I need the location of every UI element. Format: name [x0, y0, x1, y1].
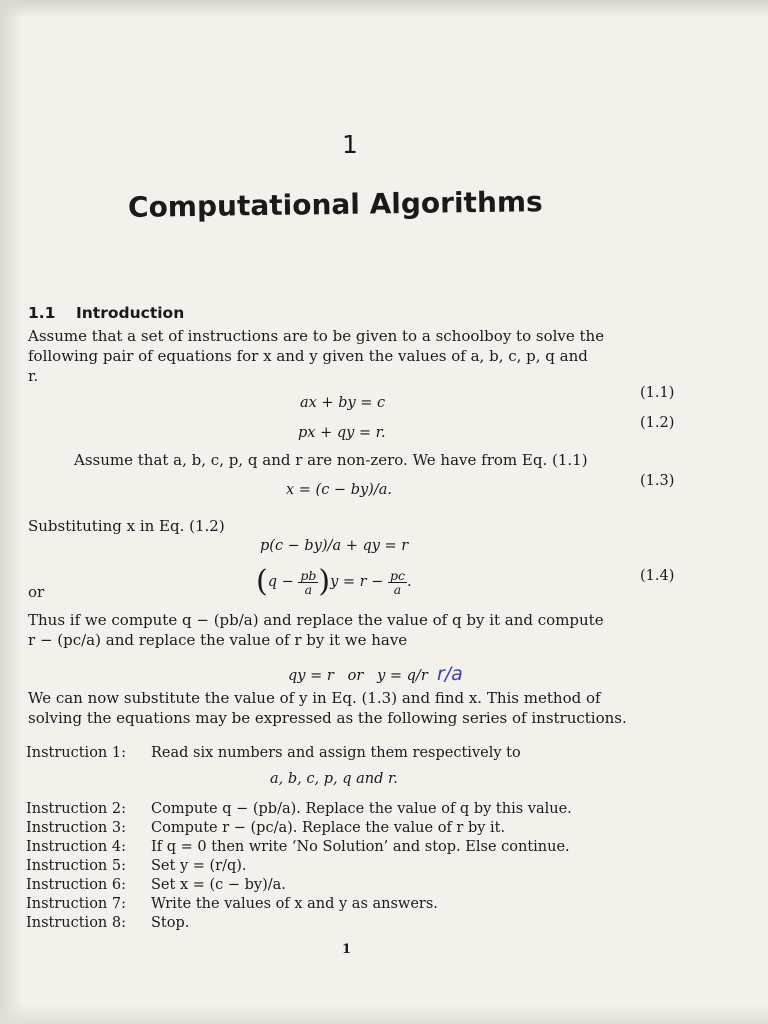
equation-1-3: x = (c − by)/a.: [286, 482, 392, 498]
paragraph-line: We can now substitute the value of y in Eq. (1.3) and find x. This method of: [28, 689, 601, 707]
qy-equation: [288, 663, 463, 685]
instruction-label: Instruction 6:: [26, 877, 126, 893]
instruction-text: Write the values of x and y as answers.: [151, 896, 438, 912]
section-number: 1.1: [28, 304, 56, 322]
instruction-text: Set y = (r/q).: [151, 858, 247, 874]
instruction-item: [26, 819, 572, 838]
instruction-text: Set x = (c − by)/a.: [151, 877, 286, 893]
instruction-1-vars: a, b, c, p, q and r.: [270, 771, 398, 787]
instruction-label: Instruction 2:: [26, 801, 126, 817]
page-shadow-bottom: [0, 1004, 768, 1024]
instruction-label: Instruction 8:: [26, 915, 126, 931]
instruction-label: Instruction 7:: [26, 896, 126, 912]
equation-1-4b: (q − $\frac{pb}{a}$ )y = r − $\frac{pc}{a}$ .: [256, 564, 412, 599]
instruction-text: Compute q − (pb/a). Replace the value of q by this value.: [151, 801, 572, 817]
assume-line: Assume that a, b, c, p, q and r are non-zero. We have from Eq. (1.1): [74, 451, 588, 469]
section-title: Introduction: [76, 304, 185, 322]
paragraph-line: r − (pc/a) and replace the value of r by it we have: [28, 631, 408, 649]
eq-minus: −: [281, 574, 294, 590]
fraction-numerator: pc: [389, 567, 405, 583]
eq-q: q: [267, 574, 278, 590]
substituting-line: Substituting x in Eq. (1.2): [28, 517, 225, 535]
instruction-item: [26, 800, 572, 819]
open-paren: (: [256, 564, 268, 599]
eq-rhs: y = r −: [330, 574, 384, 590]
instruction-label: Instruction 4:: [26, 839, 126, 855]
equation-1-1: ax + by = c: [300, 395, 386, 411]
fraction-pc-a: [388, 569, 407, 596]
instruction-item: [26, 876, 572, 895]
equation-label-1-3: (1.3): [640, 473, 675, 489]
handwritten-annotation: r/a: [436, 663, 463, 685]
fraction-denominator: a: [304, 581, 313, 597]
thus-paragraph: [28, 610, 604, 650]
instruction-text: If q = 0 then write ‘No Solution’ and stop. Else continue.: [151, 839, 570, 855]
equation-label-1-1: (1.1): [640, 385, 675, 401]
intro-paragraph: [28, 326, 604, 386]
page-shadow-top: [0, 0, 768, 18]
instruction-item: [26, 838, 572, 857]
paragraph-line: following pair of equations for x and y given the values of a, b, c, p, q and: [28, 347, 588, 365]
instruction-label: Instruction 3:: [26, 820, 126, 836]
equation-label-1-4: (1.4): [640, 568, 675, 584]
paragraph-line: solving the equations may be expressed as the following series of instructions.: [28, 709, 627, 727]
instruction-item: [26, 895, 572, 914]
paragraph-line: Thus if we compute q − (pb/a) and replace the value of q by it and compute: [28, 611, 604, 629]
instruction-item: [26, 857, 572, 876]
fraction-denominator: a: [393, 581, 402, 597]
fraction-numerator: pb: [300, 567, 317, 583]
equation-label-1-2: (1.2): [640, 415, 675, 431]
close-paren: ): [318, 564, 331, 599]
chapter-number: 1: [342, 130, 358, 159]
instruction-item: [26, 914, 572, 933]
instruction-text: Stop.: [151, 915, 190, 931]
fraction-pb-a: [298, 569, 318, 596]
equation-1-4a: p(c − by)/a + qy = r: [260, 538, 409, 554]
substitute-paragraph: [28, 688, 627, 728]
instruction-label: Instruction 1:: [26, 745, 126, 761]
or-label: or: [28, 583, 45, 601]
instruction-text: Compute r − (pc/a). Replace the value of r by it.: [151, 820, 506, 836]
instruction-text: Read six numbers and assign them respectively to: [151, 745, 521, 761]
instruction-list: [26, 800, 572, 933]
chapter-title: Computational Algorithms: [127, 185, 543, 224]
qy-equation-text: qy = r or y = q/r: [288, 668, 428, 684]
paragraph-line: r.: [28, 367, 39, 385]
section-heading: [28, 304, 184, 322]
paragraph-line: Assume that a set of instructions are to be given to a schoolboy to solve the: [28, 327, 605, 345]
page-number: 1: [342, 942, 352, 957]
equation-1-2: px + qy = r.: [298, 425, 386, 441]
instruction-label: Instruction 5:: [26, 858, 126, 874]
instruction-1: [26, 744, 521, 763]
